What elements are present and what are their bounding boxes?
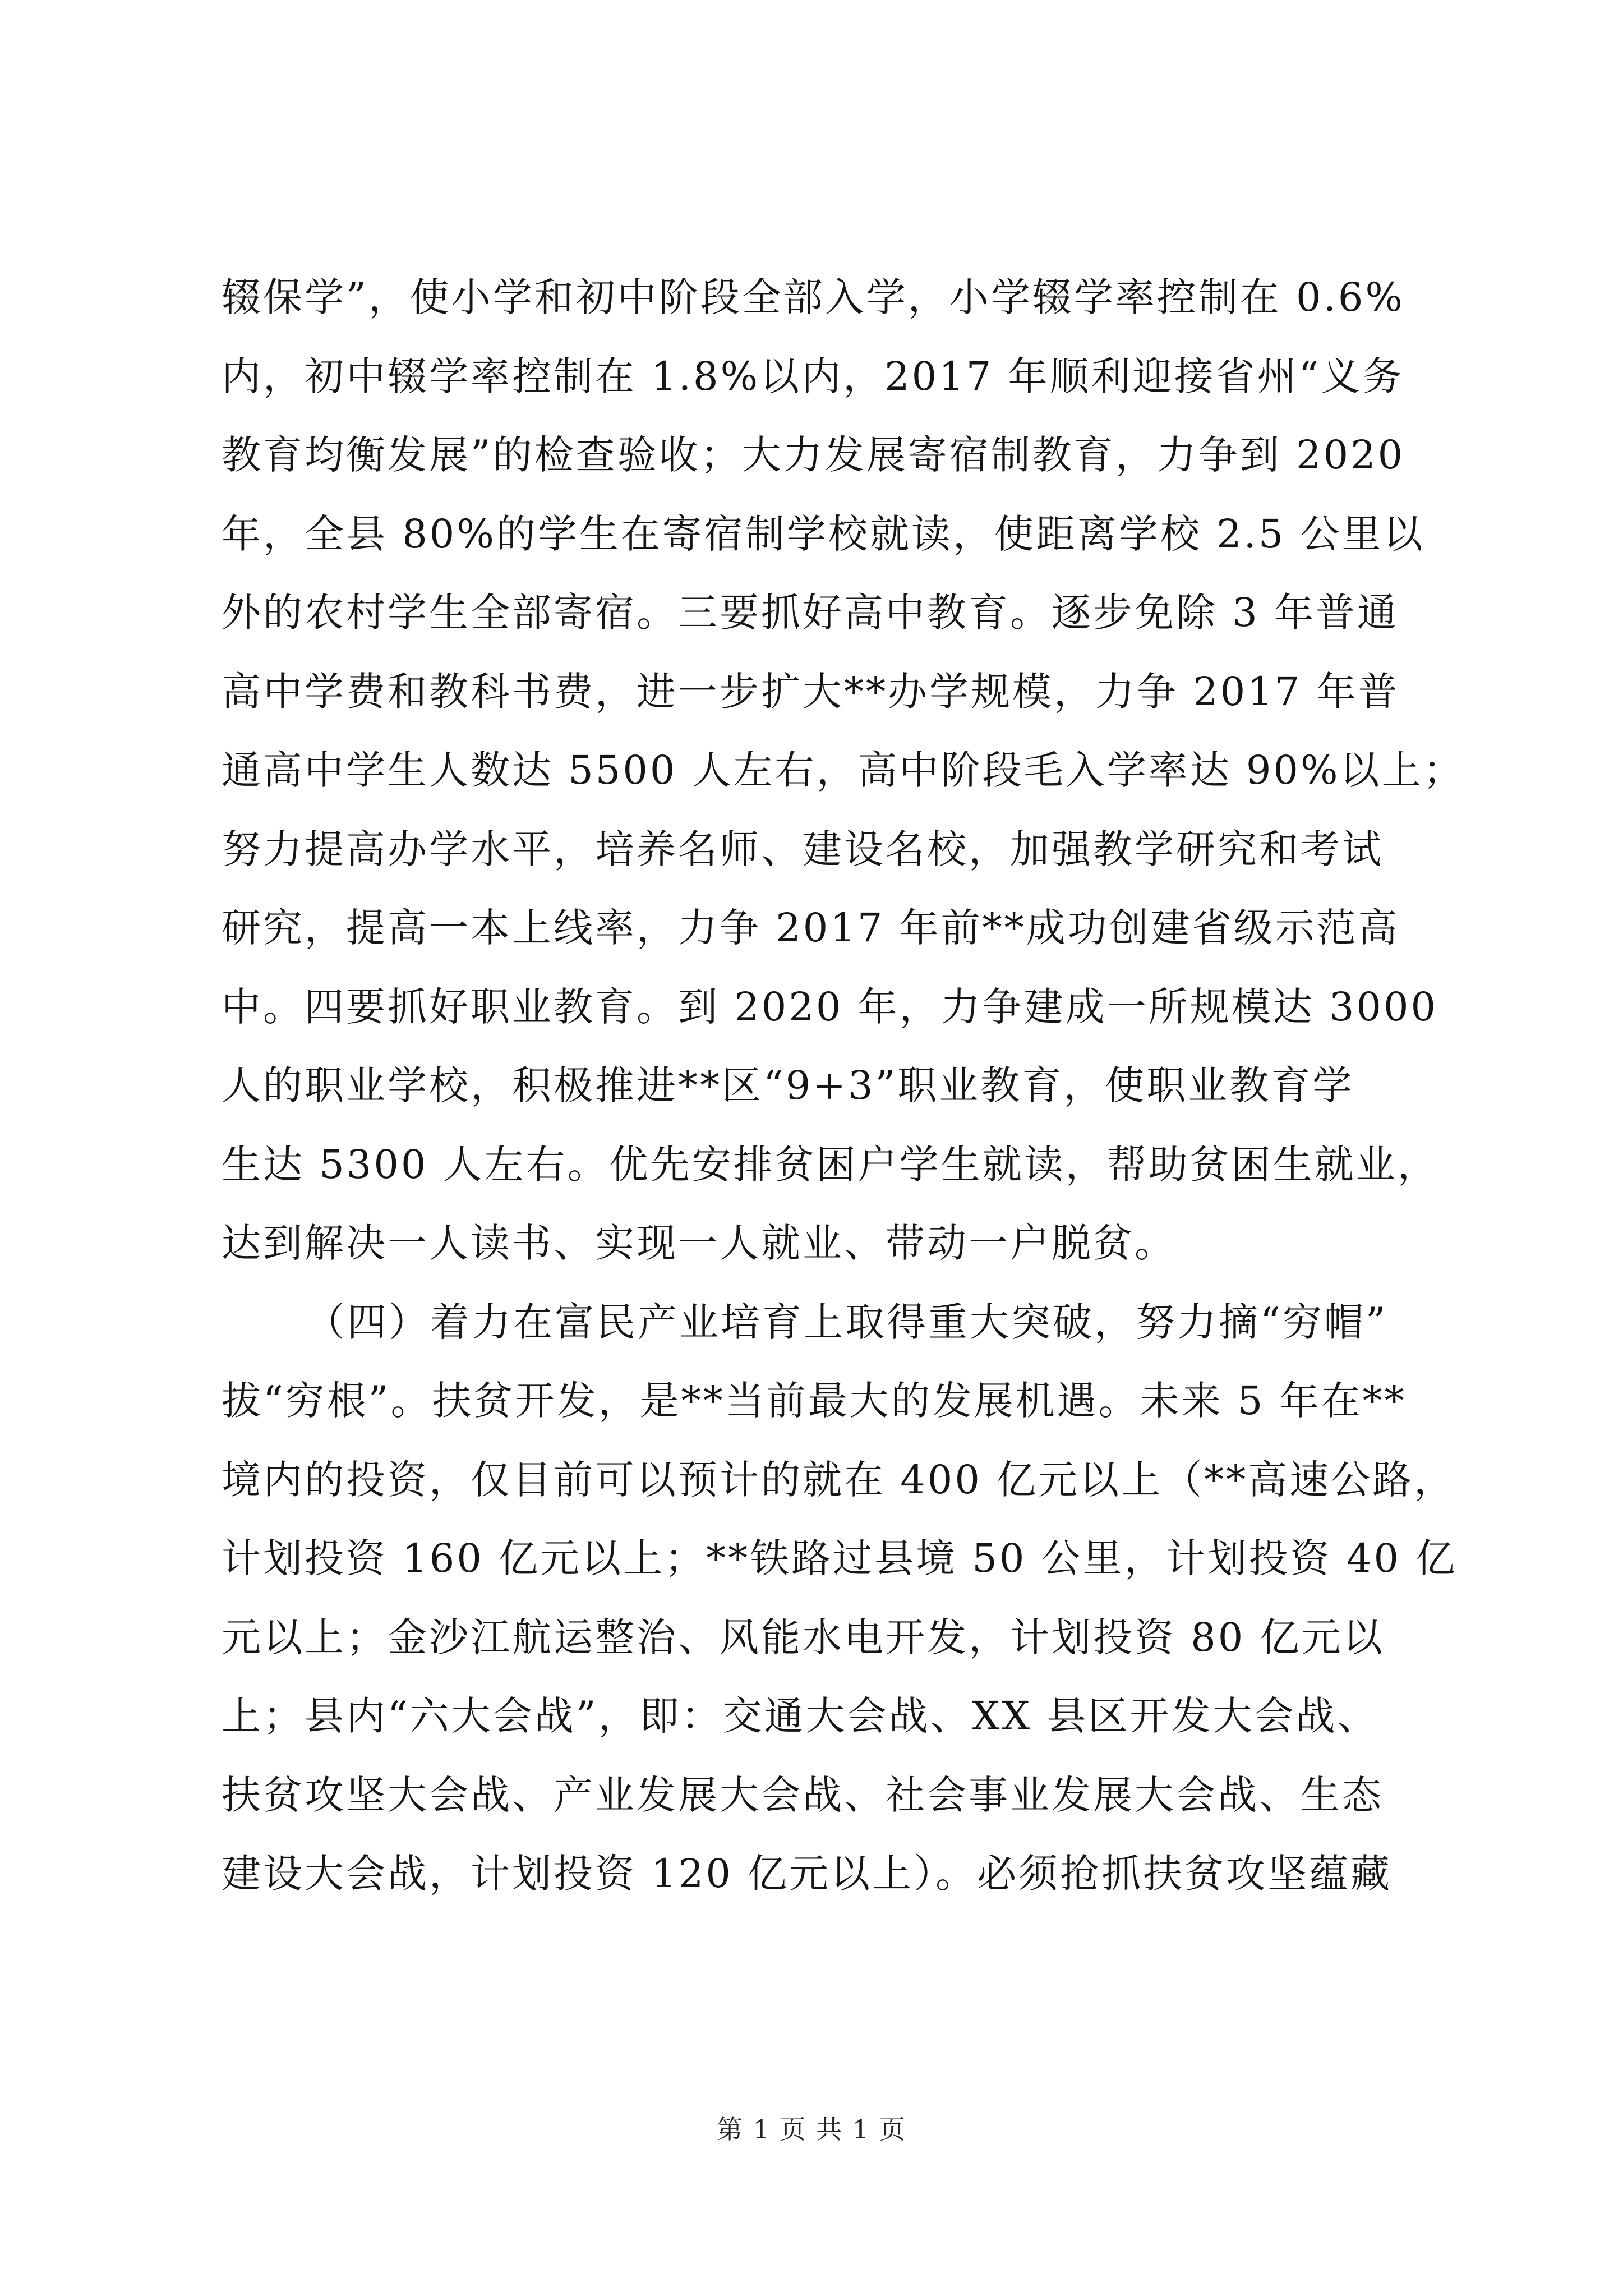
text-line-6: 高中学费和教科书费，进一步扩大**办学规模，力争 2017 年普 <box>222 668 1400 715</box>
section-heading-line: （四）着力在富民产业培育上取得重大突破，努力摘“穷帽” <box>306 1299 1388 1345</box>
text-line-3: 教育均衡发展”的检查验收；大力发展寄宿制教育，力争到 2020 <box>222 432 1405 478</box>
text-line-17: 计划投资 160 亿元以上；**铁路过县境 50 公里，计划投资 40 亿 <box>222 1535 1458 1581</box>
text-line-7: 通高中学生人数达 5500 人左右，高中阶段毛入学率达 90%以上； <box>222 747 1465 793</box>
text-line-21: 建设大会战，计划投资 120 亿元以上）。必须抢抓扶贫攻坚蕴藏 <box>222 1851 1393 1897</box>
text-line-9: 研究，提高一本上线率，力争 2017 年前**成功创建省级示范高 <box>222 905 1400 951</box>
document-body <box>222 258 1465 1913</box>
text-line-4: 年，全县 80%的学生在寄宿制学校就读，使距离学校 2.5 公里以 <box>222 510 1425 557</box>
text-line-13: 达到解决一人读书、实现一人就业、带动一户脱贫。 <box>222 1220 1176 1266</box>
text-line-15: 拔“穷根”。扶贫开发，是**当前最大的发展机遇。未来 5 年在** <box>222 1378 1407 1424</box>
text-line-11: 人的职业学校，积极推进**区“9+3”职业教育，使职业教育学 <box>222 1062 1354 1108</box>
text-line-19: 上；县内“六大会战”，即：交通大会战、XX 县区开发大会战、 <box>222 1693 1379 1739</box>
text-line-20: 扶贫攻坚大会战、产业发展大会战、社会事业发展大会战、生态 <box>222 1772 1384 1818</box>
text-line-5: 外的农村学生全部寄宿。三要抓好高中教育。逐步免除 3 年普通 <box>222 590 1399 636</box>
text-line-8: 努力提高办学水平，培养名师、建设名校，加强教学研究和考试 <box>222 826 1384 872</box>
text-line-10: 中。四要抓好职业教育。到 2020 年，力争建成一所规模达 3000 <box>222 983 1438 1030</box>
page-footer: 第 1 页 共 1 页 <box>717 2114 906 2145</box>
text-line-16: 境内的投资，仅目前可以预计的就在 400 亿元以上（**高速公路， <box>222 1456 1456 1503</box>
text-line-18: 元以上；金沙江航运整治、风能水电开发，计划投资 80 亿元以 <box>222 1614 1385 1660</box>
text-line-2: 内，初中辍学率控制在 1.8%以内，2017 年顺利迎接省州“义务 <box>222 353 1404 399</box>
text-line-12: 生达 5300 人左右。优先安排贫困户学生就读，帮助贫困生就业， <box>222 1141 1439 1188</box>
text-line-1: 辍保学”，使小学和初中阶段全部入学，小学辍学率控制在 0.6% <box>222 274 1405 320</box>
